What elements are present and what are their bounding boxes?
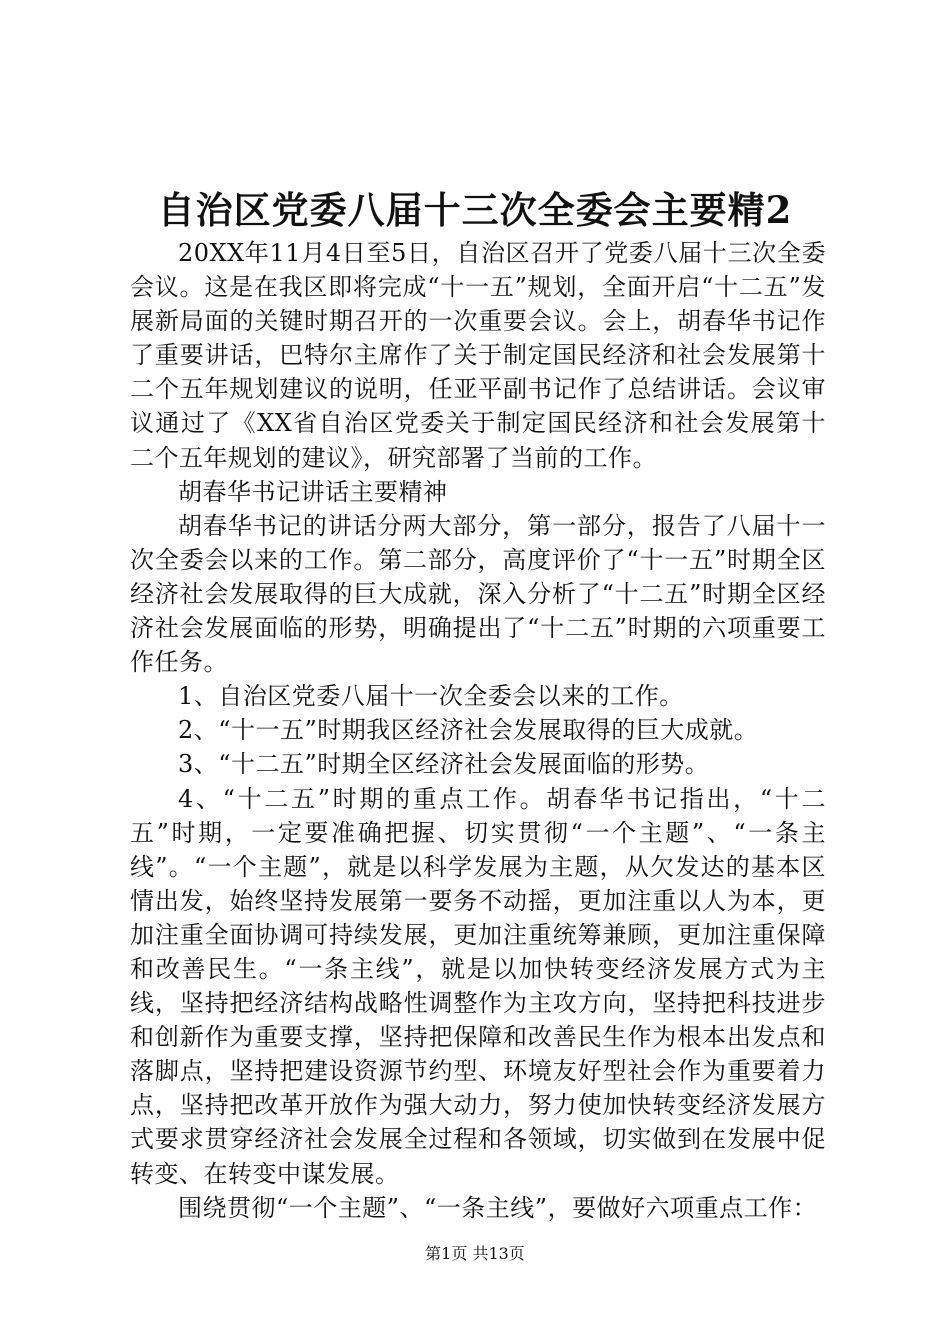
list-item-2: 2、“十一五”时期我区经济社会发展取得的巨大成就。: [178, 716, 759, 745]
document-title: 自治区党委八届十三次全委会主要精2: [157, 188, 793, 232]
paragraph-intro: 20XX年11月4日至5日，自治区召开了党委八届十三次全委会议。这是在我区即将完成“十一五”规划，全面开启“十二五”发展新局面的关键时期召开的一次重要会议。会上，胡春华书记作了重要讲话，巴特尔主席作了关于制定国民经济和社会发展第十二个五年规划建议的说明，任亚平副书记作了总结讲话。会议审议通过了《XX省自治区党委关于制定国民经济和社会发展第十二个五年规划的建议》，研究部署了当前的工作。: [130, 239, 826, 472]
document-body: [130, 236, 826, 1225]
list-item-4: 4、“十二五”时期的重点工作。胡春华书记指出，“十二五”时期，一定要准确把握、切实贯彻“一个主题”、“一条主线”。“一个主题”，就是以科学发展为主题，从欠发达的基本区情出发，始终坚持发展第一要务不动摇，更加注重以人为本，更加注重全面协调可持续发展，更加注重统筹兼顾，更加注重保障和改善民生。“一条主线”，就是以加快转变经济发展方式为主线，坚持把经济结构战略性调整作为主攻方向，坚持把科技进步和创新作为重要支撑，坚持把保障和改善民生作为根本出发点和落脚点，坚持把建设资源节约型、环境友好型社会作为重要着力点，坚持把改革开放作为强大动力，努力使加快转变经济发展方式要求贯穿经济社会发展全过程和各领域，切实做到在发展中促转变、在转变中谋发展。: [130, 784, 826, 1188]
paragraph-six-tasks: 围绕贯彻“一个主题”、“一条主线”，要做好六项重点工作：: [178, 1193, 818, 1222]
section-heading: 胡春华书记讲话主要精神: [178, 477, 448, 506]
list-item-1: 1、自治区党委八届十一次全委会以来的工作。: [178, 682, 684, 711]
paragraph-speech-summary: 胡春华书记的讲话分两大部分，第一部分，报告了八届十一次全委会以来的工作。第二部分，高度评价了“十一五”时期全区经济社会发展取得的巨大成就，深入分析了“十二五”时期全区经济社会发展面临的形势，明确提出了“十二五”时期的六项重要工作任务。: [130, 511, 826, 677]
page-footer: 第1页 共13页: [425, 1244, 525, 1263]
list-item-3: 3、“十二五”时期全区经济社会发展面临的形势。: [178, 750, 710, 779]
